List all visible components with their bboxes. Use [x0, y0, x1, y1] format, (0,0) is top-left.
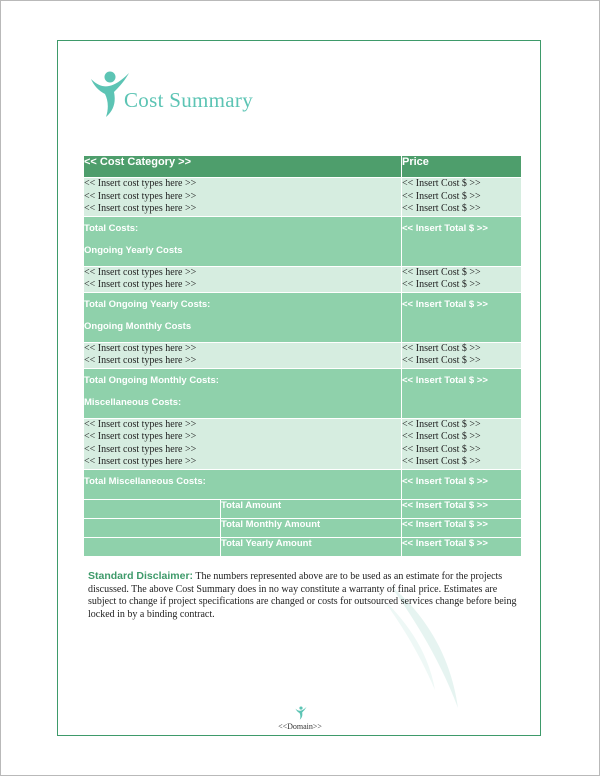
table-row [84, 216, 522, 266]
cost-item: << Insert cost types here >> [84, 203, 197, 214]
cost-item: << Insert cost types here >> [84, 443, 197, 455]
table-row [84, 178, 522, 217]
cost-price: << Insert Cost $ >> [402, 266, 481, 278]
table-row [84, 469, 522, 499]
cost-price: << Insert Cost $ >> [402, 456, 481, 467]
summary-value: << Insert Total $ >> [402, 499, 522, 518]
cost-price: << Insert Cost $ >> [402, 418, 481, 430]
summary-label: Total Monthly Amount [221, 518, 402, 537]
total-label: Total Ongoing Yearly Costs: [84, 298, 211, 310]
cost-price: << Insert Cost $ >> [402, 190, 481, 202]
section-title: Ongoing Monthly Costs [84, 320, 192, 332]
cost-item: << Insert cost types here >> [84, 431, 197, 442]
table-row [84, 368, 522, 418]
cost-price: << Insert Cost $ >> [402, 178, 481, 189]
summary-label: Total Yearly Amount [221, 537, 402, 556]
total-label-cell [84, 216, 402, 266]
table-row [84, 537, 522, 556]
cost-table [83, 155, 522, 557]
empty-cell [84, 537, 221, 556]
page-title: Cost Summary [124, 88, 254, 112]
header-price: Price [402, 156, 522, 178]
cost-item: << Insert cost types here >> [84, 418, 197, 430]
cost-price: << Insert Cost $ >> [402, 443, 481, 455]
cost-items-cell [84, 266, 402, 292]
person-footer-icon [294, 706, 308, 720]
cost-item: << Insert cost types here >> [84, 342, 197, 354]
empty-cell [84, 518, 221, 537]
cost-price: << Insert Cost $ >> [402, 203, 481, 214]
total-value: << Insert Total $ >> [402, 222, 488, 234]
table-header-row [84, 156, 522, 178]
cost-items-cell [84, 342, 402, 368]
header-category: << Cost Category >> [84, 156, 402, 178]
table-row [84, 418, 522, 469]
table-row [84, 266, 522, 292]
table-row [84, 292, 522, 342]
total-value-cell [402, 292, 522, 342]
summary-value: << Insert Total $ >> [402, 537, 522, 556]
total-value-cell [402, 368, 522, 418]
disclaimer [88, 570, 520, 621]
cost-price: << Insert Cost $ >> [402, 279, 481, 290]
cost-item: << Insert cost types here >> [84, 178, 197, 189]
total-value: << Insert Total $ >> [402, 374, 488, 386]
summary-value: << Insert Total $ >> [402, 518, 522, 537]
disclaimer-label: Standard Disclaimer: [88, 570, 194, 582]
cost-item: << Insert cost types here >> [84, 279, 197, 290]
cost-items-cell [84, 418, 402, 469]
total-label: Total Costs: [84, 222, 139, 234]
cost-price: << Insert Cost $ >> [402, 431, 481, 442]
cost-item: << Insert cost types here >> [84, 355, 197, 366]
total-label: Total Ongoing Monthly Costs: [84, 374, 219, 386]
empty-cell [84, 499, 221, 518]
cost-item: << Insert cost types here >> [84, 190, 197, 202]
total-value-cell [402, 216, 522, 266]
footer-domain: <<Domain>> [278, 722, 322, 731]
section-title: Ongoing Yearly Costs [84, 244, 183, 256]
total-value: << Insert Total $ >> [402, 298, 488, 310]
disclaimer-text: The numbers represented above are to be used as an estimate for the projects discussed. The above Cost Summary does in no way constitute a warranty of final price. Estimates are subject to change if project specifications are changed or costs for outsourced services change before being locked in by a binding contract. [88, 571, 517, 620]
summary-label: Total Amount [221, 499, 402, 518]
table-row [84, 342, 522, 368]
table-row [84, 518, 522, 537]
total-label-cell [84, 292, 402, 342]
cost-items-cell [84, 178, 402, 217]
cost-price: << Insert Cost $ >> [402, 342, 481, 354]
total-value-cell [402, 469, 522, 499]
total-label-cell [84, 368, 402, 418]
cost-prices-cell [402, 342, 522, 368]
total-value: << Insert Total $ >> [402, 475, 488, 487]
cost-prices-cell [402, 418, 522, 469]
cost-price: << Insert Cost $ >> [402, 355, 481, 366]
cost-item: << Insert cost types here >> [84, 266, 197, 278]
cost-prices-cell [402, 266, 522, 292]
table-row [84, 499, 522, 518]
total-label-cell [84, 469, 402, 499]
total-label: Total Miscellaneous Costs: [84, 475, 206, 487]
cost-item: << Insert cost types here >> [84, 456, 197, 467]
section-title: Miscellaneous Costs: [84, 396, 182, 408]
cost-prices-cell [402, 178, 522, 217]
